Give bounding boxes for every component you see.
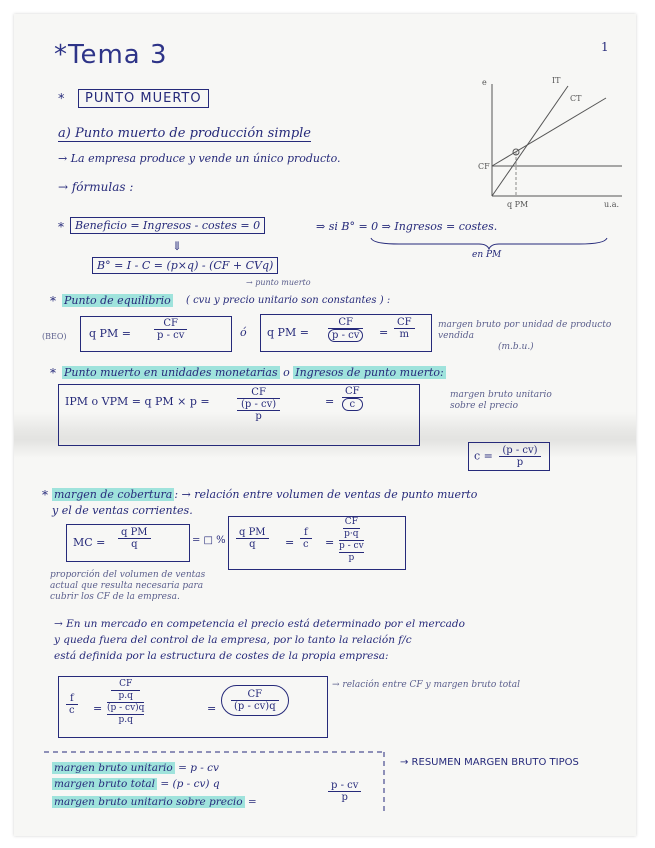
down-arrow: ⇓ (172, 239, 183, 253)
unidades-note: margen bruto unitario sobre el precio (450, 390, 552, 411)
or-label: ó (240, 326, 247, 339)
cobertura-note: proporción del volumen de ventas actual que resulta necesaria para cubrir los CF de la empresa. (50, 570, 206, 602)
graph-label-e: e (482, 78, 487, 87)
graph-label-qpm: q PM (507, 200, 529, 209)
margin-note: margen bruto por unidad de producto vendida (m.b.u.) (438, 320, 612, 352)
ipm-formula-box: IPM o VPM = q PM × p = CF (p - cv) p = $\frac{CF}{c}$ (58, 384, 420, 446)
break-even-graph (476, 74, 626, 214)
beneficio-implication: ⇒ si B° = 0 ⇒ Ingresos = costes. (316, 220, 498, 233)
resumen-fraction: p - cv p (328, 780, 361, 803)
graph-label-it: IT (552, 76, 561, 85)
notebook-page: 1 *Tema 3 * PUNTO MUERTO a) Punto muerto de producción simple → La empresa produce y vende un único producto. → fórmulas : IT CT e CF q PM u.a. * Beneficio = Ingresos - costes = 0 ⇒ si B° = 0 ⇒ Ingresos = costes. en PM ⇓ B° = I - C = (p×q) - (CF + CVq) → punto muerto * Punto de equilibrio ( cvu y precio unitario son constantes ) : (BEO) q PM = $\frac{CF}{p - cv}$ ó q PM = $\frac{CF}{p - cv}$ = $\frac{CF}{m}$ margen bruto por unidad de producto vendida (m.b.u.) * Punto muerto en unidades monetarias o Ingresos de punto muerto: IPM o VPM = q PM × p = CF (p - cv) p = $\frac{CF}{c}$ margen bruto unitario sobre el precio c = $\frac{(p - cv)}{p}$ * margen de cobertura : → relación entre volumen de ventas de punto muerto y el de ventas corrientes. MC = $\frac{\text{q PM}}{q}$ = □ % $\frac{\text{q PM}}{q}$ = $\frac{f}{c}$ = CF p·q p - cv p proporción del volumen de ventas actual que resulta necesaria para cubrir los CF de la empresa. → En un mercado en competencia el precio está determinado por el mercado y queda fuera del control de la empresa, por lo tanto la relación f/c está definida por la estructura de costes de la propia empresa: $\frac{f}{c}$ = CF p.q (p - cv)q p.q = $\frac{CF}{(p - cv)q}$ → relación entre CF y margen bruto total margen bruto unitario = p - cv margen bruto total = (p - cv) q margen bruto unitario sobre precio = p - cv p → RESUMEN MARGEN BRUTO TIPOS (14, 14, 636, 836)
beneficio-box: Beneficio = Ingresos - costes = 0 (70, 217, 265, 234)
intro-line: → La empresa produce y vende un único producto. (58, 152, 341, 165)
cobertura-text2: y el de ventas corrientes. (52, 504, 193, 517)
en-pm-label: en PM (472, 250, 502, 260)
punto-muerto-note: → punto muerto (246, 278, 311, 287)
resumen-line1: margen bruto unitario = p - cv (54, 762, 219, 774)
page-title: *Tema 3 (54, 40, 168, 70)
equilibrio-condition: ( cvu y precio unitario son constantes ) : (186, 295, 391, 306)
page-number: 1 (601, 40, 609, 54)
pct-label: = □ % (192, 535, 226, 546)
mc-formula-box: MC = $\frac{\text{q PM}}{q}$ (66, 524, 190, 562)
graph-label-ct: CT (570, 94, 582, 103)
competencia-line2: y queda fuera del control de la empresa, por lo tanto la relación f/c (54, 634, 412, 646)
qpm-m-formula-box: q PM = $\frac{CF}{p - cv}$ = $\frac{CF}{m}$ (260, 314, 432, 352)
competencia-line1: → En un mercado en competencia el precio está determinado por el mercado (54, 618, 465, 630)
competencia-note: → relación entre CF y margen bruto total (332, 680, 521, 690)
resumen-line3: margen bruto unitario sobre precio = (54, 796, 257, 808)
graph-label-ua: u.a. (604, 200, 620, 209)
beneficio-formula: B° = I - C = (p×q) - (CF + CVq) (92, 257, 278, 274)
unidades-heading: Punto muerto en unidades monetarias o Ingresos de punto muerto: (64, 366, 444, 379)
resumen-label: → RESUMEN MARGEN BRUTO TIPOS (400, 757, 579, 768)
equilibrio-heading: Punto de equilibrio (64, 294, 171, 307)
subsection-heading: a) Punto muerto de producción simple (58, 126, 312, 141)
formulas-label: → fórmulas : (58, 180, 134, 194)
section-bullet: * (58, 92, 65, 107)
competencia-line3: está definida por la estructura de costes de la propia empresa: (54, 650, 389, 662)
section-heading: PUNTO MUERTO (78, 89, 209, 108)
brace-under (369, 236, 609, 250)
c-definition-box: c = $\frac{(p - cv)}{p}$ (468, 442, 550, 471)
resumen-line2: margen bruto total = (p - cv) q (54, 778, 220, 790)
graph-label-cf: CF (478, 162, 490, 171)
beo-note: (BEO) (42, 332, 67, 341)
fc-formula-box: $\frac{f}{c}$ = CF p.q (p - cv)q p.q = $\frac{CF}{(p - cv)q}$ (58, 676, 328, 738)
mc-extended-box: $\frac{\text{q PM}}{q}$ = $\frac{f}{c}$ = CF p·q p - cv p (228, 516, 406, 570)
cobertura-heading: margen de cobertura : → relación entre volumen de ventas de punto muerto (54, 488, 478, 501)
qpm-formula-box: q PM = $\frac{CF}{p - cv}$ (80, 316, 232, 352)
